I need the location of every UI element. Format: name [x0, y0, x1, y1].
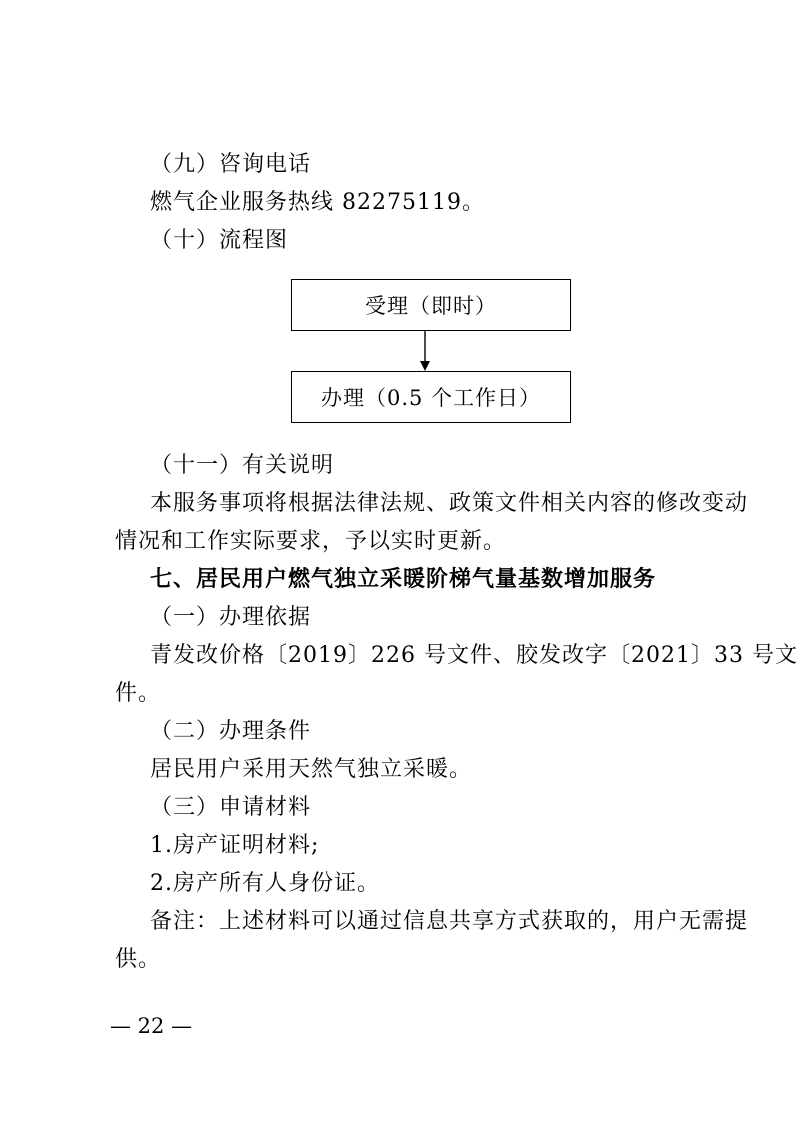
page-number: — 22 — — [110, 1014, 193, 1038]
chapter7-title: 七、居民用户燃气独立采暖阶梯气量基数增加服务 — [150, 567, 657, 592]
materials-heading: （三）申请材料 — [150, 795, 312, 820]
materials-note-line1: 备注：上述材料可以通过信息共享方式获取的，用户无需提 — [150, 909, 749, 934]
materials-item-1: 1.房产证明材料; — [150, 833, 320, 858]
section10-heading: （十）流程图 — [150, 228, 289, 253]
flowchart-step-process: 办理（0.5 个工作日） — [291, 371, 571, 423]
section11-text-line2: 情况和工作实际要求，予以实时更新。 — [115, 529, 507, 554]
section9-hotline-text: 燃气企业服务热线 82275119。 — [150, 190, 485, 215]
basis-text-line1: 青发改价格〔2019〕226 号文件、胶发改字〔2021〕33 号文 — [150, 643, 798, 668]
materials-note-line2: 供。 — [115, 947, 162, 972]
conditions-heading: （二）办理条件 — [150, 719, 312, 744]
materials-item-2: 2.房产所有人身份证。 — [150, 871, 380, 896]
basis-heading: （一）办理依据 — [150, 605, 312, 630]
section11-heading: （十一）有关说明 — [150, 453, 335, 478]
basis-text-line2: 件。 — [115, 681, 162, 706]
conditions-text: 居民用户采用天然气独立采暖。 — [150, 757, 473, 782]
flowchart-step-accept: 受理（即时） — [291, 279, 571, 331]
section11-text-line1: 本服务事项将根据法律法规、政策文件相关内容的修改变动 — [150, 491, 749, 516]
section9-heading: （九）咨询电话 — [150, 152, 312, 177]
